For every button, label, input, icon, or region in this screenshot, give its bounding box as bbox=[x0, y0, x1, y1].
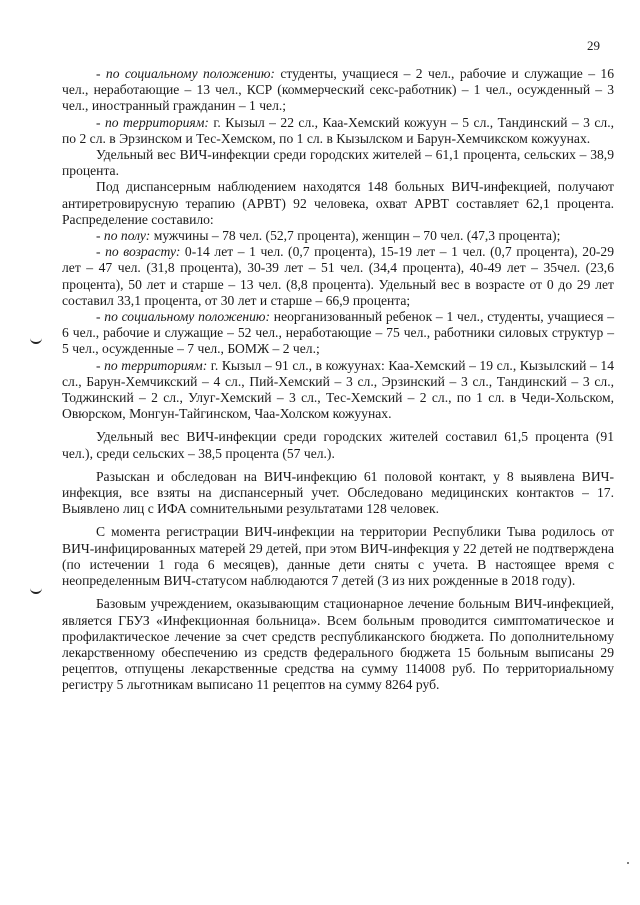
paragraph-lead: - по территориям: bbox=[96, 357, 208, 373]
paragraph-text: мужчины – 78 чел. (52,7 процента), женщин – 70 чел. (47,3 процента); bbox=[150, 228, 561, 244]
paragraph bbox=[62, 228, 614, 244]
paragraph-text: Базовым учреждением, оказывающим стационарное лечение больным ВИЧ-инфекцией, является ГБУЗ «Инфекционная больница». Всем больным проводится симптоматическое и профилактическое лечение за счет средств республиканского бюджета. По дополнительному лекарственному обеспечению из средств федерального бюджета 15 больным выписаны 29 рецептов, отпущены лекарственные средства на сумму 114008 руб. По территориальному регистру 5 льготникам выписано 11 рецептов на сумму 8264 руб. bbox=[62, 596, 614, 693]
paragraph-text: 0-14 лет – 1 чел. (0,7 процента), 15-19 лет – 1 чел. (0,7 процента), 20-29 лет – 47 чел. (31,8 процента), 30-39 лет – 51 чел. (34,4 процента), 40-49 лет – 35чел. (23,6 процента), 50 лет и старше – 13 чел. (8,8 процента). Удельный вес в возрасте от 0 до 29 лет составил 33,1 процента, от 30 лет и старше – 66,9 процента; bbox=[62, 244, 615, 308]
paragraph-text: Удельный вес ВИЧ-инфекции среди городских жителей – 61,1 процента, сельских – 38,9 процента. bbox=[62, 147, 614, 179]
paragraph-lead: - по социальному положению: bbox=[96, 309, 271, 325]
paragraph bbox=[62, 115, 614, 147]
paragraph-text: Под диспансерным наблюдением находятся 148 больных ВИЧ-инфекцией, получают антиретровирусную терапию (АРВТ) 92 человека, охват АРВТ составляет 62,1 процента. Распределение составило: bbox=[62, 179, 614, 227]
paragraph bbox=[62, 358, 614, 423]
paragraph bbox=[62, 596, 614, 693]
document-body bbox=[62, 66, 614, 694]
paragraph-text: С момента регистрации ВИЧ-инфекции на территории Республики Тыва родилось от ВИЧ-инфицированных матерей 29 детей, при этом ВИЧ-инфекция у 22 детей не подтверждена (по истечении 1 года 6 месяцев), данные дети сняты с учета. В настоящее время с неопределенным ВИЧ-статусом наблюдаются 7 детей (3 из них рожденные в 2018 году). bbox=[62, 524, 614, 589]
margin-mark-1 bbox=[30, 334, 42, 344]
paragraph bbox=[62, 66, 614, 115]
paragraph-text: Разыскан и обследован на ВИЧ-инфекцию 61 половой контакт, у 8 выявлена ВИЧ-инфекция, все взяты на диспансерный учет. Обследовано медицинских контактов – 17. Выявлено лиц с ИФА сомнительными результатами 128 человек. bbox=[62, 468, 614, 517]
paragraph-text: неорганизованный ребенок – 1 чел., студенты, учащиеся – 6 чел., рабочие и служащие – 52 чел., неработающие – 75 чел., работники силовых структур – 5 чел., осужденные – 7 чел., БОМЖ – 2 чел.; bbox=[62, 309, 614, 357]
margin-mark-2 bbox=[30, 584, 42, 594]
paragraph bbox=[62, 524, 614, 589]
scan-speck bbox=[627, 862, 629, 864]
paragraph-text: г. Кызыл – 91 сл., в кожуунах: Каа-Хемский – 19 сл., Кызылский – 14 сл., Барун-Хемчикский – 4 сл., Пий-Хемский – 3 сл., Эрзинский – 3 сл., Тандинский – 3 сл., Тоджинский – 2 сл., Улуг-Хемский – 3 сл., Тес-Хемский – 2 сл., по 1 сл. в Чеди-Хольском, Овюрском, Монгун-Тайгинском, Чаа-Холском кожуунах. bbox=[62, 357, 614, 422]
paragraph-lead: - по полу: bbox=[96, 228, 151, 244]
paragraph bbox=[62, 469, 614, 518]
paragraph-text: Удельный вес ВИЧ-инфекции среди городских жителей составил 61,5 процента (91 чел.), среди сельских – 38,5 процента (57 чел.). bbox=[62, 429, 614, 461]
paragraph-text: г. Кызыл – 22 сл., Каа-Хемский кожуун – 5 сл., Тандинский – 3 сл., по 2 сл. в Эрзинском и Тес-Хемском, по 1 сл. в Кызылском и Барун-Хемчикском кожуунах. bbox=[62, 114, 614, 146]
paragraph bbox=[62, 179, 614, 228]
paragraph bbox=[62, 244, 614, 309]
paragraph-lead: - по возрасту: bbox=[96, 244, 181, 260]
paragraph-text: студенты, учащиеся – 2 чел., рабочие и служащие – 16 чел., неработающие – 13 чел., КСР (коммерческий секс-работник) – 1 чел., осужденный – 3 чел., иностранный гражданин – 1 чел.; bbox=[62, 66, 614, 114]
paragraph bbox=[62, 147, 614, 179]
paragraph bbox=[62, 429, 614, 461]
paragraph-lead: - по социальному положению: bbox=[96, 66, 275, 81]
paragraph bbox=[62, 309, 614, 358]
page-number: 29 bbox=[587, 38, 600, 53]
paragraph-lead: - по территориям: bbox=[96, 114, 209, 130]
